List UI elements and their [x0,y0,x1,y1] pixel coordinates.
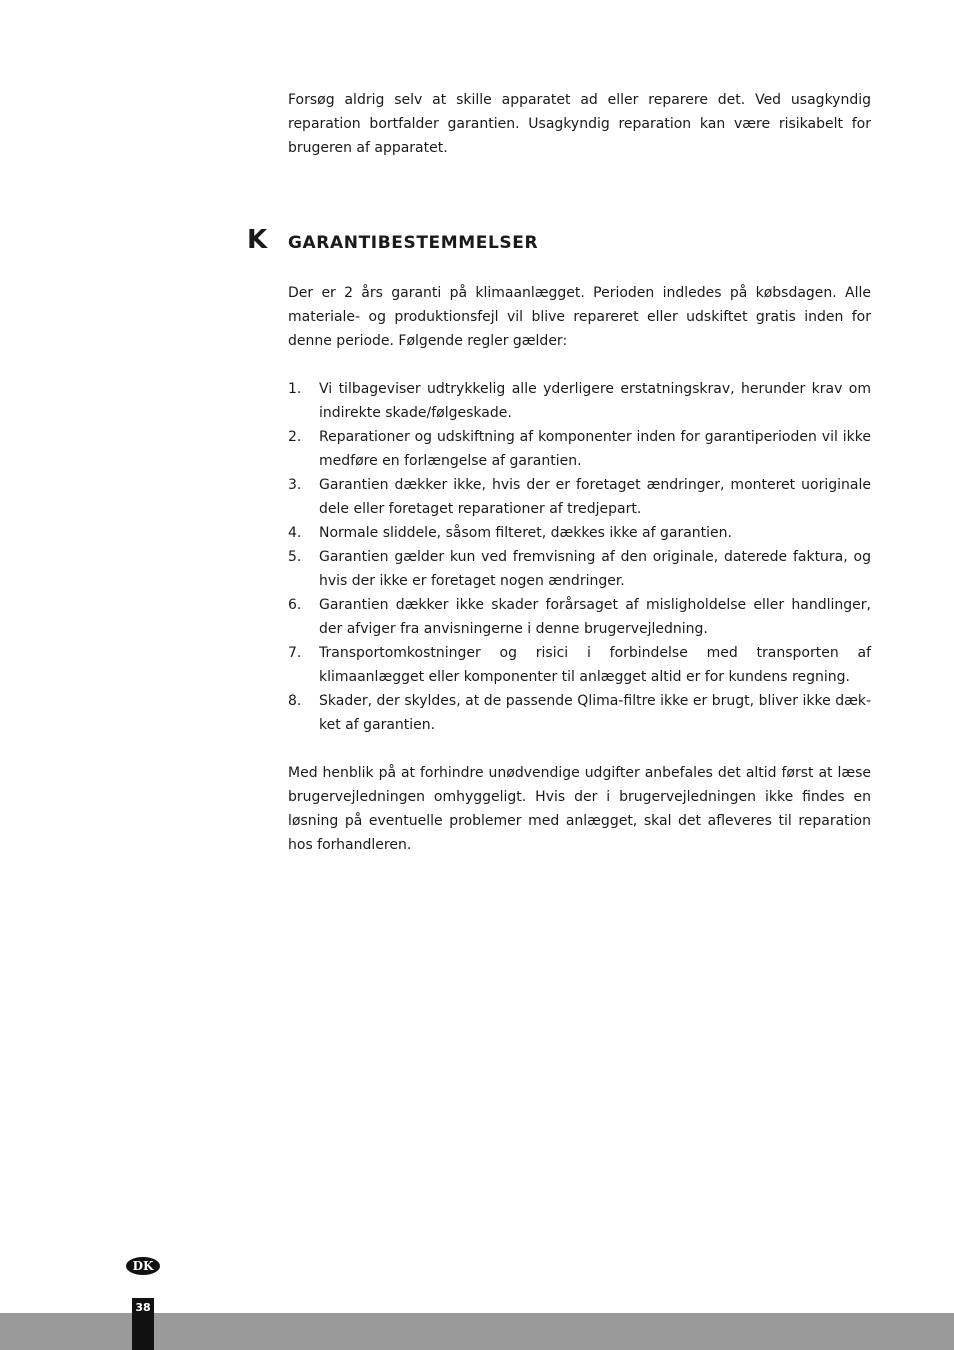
list-item-number: 8. [288,693,302,709]
list-item-text: Garantien gælder kun ved fremvisning af den originale, daterede faktura, og hvis der ikke er foretaget nogen ændringer. [319,549,871,589]
list-item-text: Transportomkostninger og risici i forbindelse med transporten af klimaanlægget eller komponenter til anlægget altid er for kundens regning. [319,645,871,685]
list-item [288,377,871,425]
list-item [288,473,871,521]
list-item-text: Vi tilbageviser udtrykkelig alle yderligere erstatningskrav, herunder krav om indirekte skade/følgeskade. [319,381,871,421]
list-item-text: Garantien dækker ikke, hvis der er foretaget ændringer, monteret uoriginale dele eller foretaget reparationer af tredjepart. [319,477,871,517]
list-item [288,641,871,689]
list-item-number: 6. [288,597,302,613]
warranty-intro-paragraph: Der er 2 års garanti på klimaanlægget. Perioden indledes på købsdagen. Alle materiale- og produktionsfejl vil blive repareret eller udskiftet gratis inden for denne periode. Følgende regler gælder: [288,285,871,349]
list-item [288,425,871,473]
list-item-text: Normale sliddele, såsom filteret, dækkes ikke af garantien. [319,525,732,541]
list-item-number: 3. [288,477,302,493]
closing-paragraph: Med henblik på at forhindre unødvendige udgifter anbefales det altid først at læse brugervejledningen omhyggeligt. Hvis der i brugervejledningen ikke findes en løsning på eventuelle problemer med anlægget, skal det afleveres til reparation hos forhandleren. [288,765,871,853]
section-title: GARANTIBESTEMMELSER [288,233,539,253]
list-item-text: Garantien dækker ikke skader forårsaget af misligholdelse eller handlinger, der afviger fra anvisningerne i denne brugervejledning. [319,597,871,637]
list-item-number: 2. [288,429,302,445]
list-item-number: 1. [288,381,302,397]
list-item-number: 5. [288,549,302,565]
list-item-text: Skader, der skyldes, at de passende Qlima-filtre ikke er brugt, bliver ikke dæk-ket af garantien. [319,693,871,733]
intro-paragraph: Forsøg aldrig selv at skille apparatet ad eller reparere det. Ved usagkyndig reparation bortfalder garantien. Usagkyndig reparation kan være risikabelt for brugeren af apparatet. [288,92,871,156]
section-letter: K [247,225,268,255]
list-item [288,545,871,593]
list-item-text: Reparationer og udskiftning af komponenter inden for garantiperioden vil ikke medføre en forlængelse af garantien. [319,429,871,469]
list-item-number: 4. [288,525,302,541]
list-item [288,593,871,641]
warranty-rules-list [288,377,871,737]
list-item-number: 7. [288,645,302,661]
page-number: 38 [135,1301,151,1314]
list-item [288,689,871,737]
language-badge: DK [126,1257,160,1275]
list-item [288,521,871,545]
